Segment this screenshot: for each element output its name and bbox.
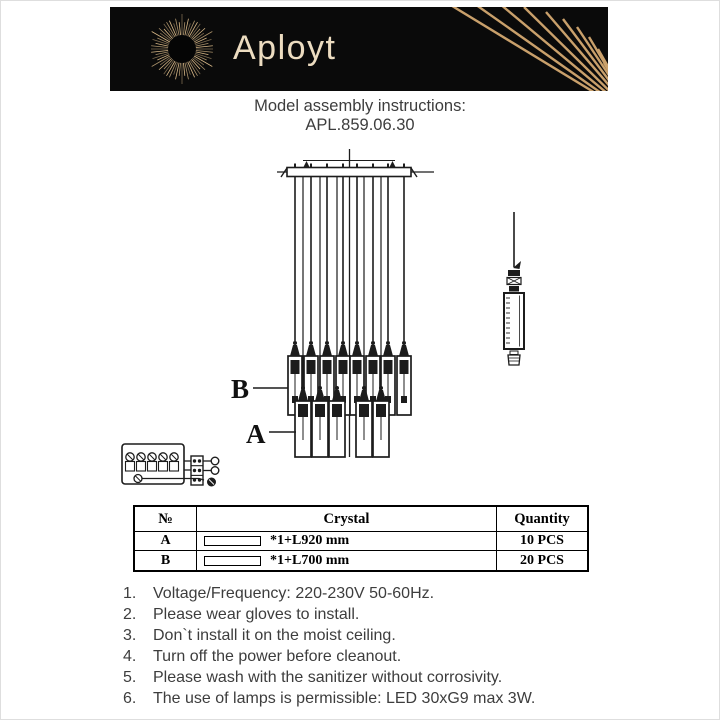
brand-name: Aployt — [233, 29, 337, 67]
cone-connector — [306, 345, 316, 356]
parts-table — [133, 505, 589, 572]
cone-connector — [399, 345, 409, 356]
terminal-body — [126, 462, 135, 472]
terminal-body — [148, 462, 157, 472]
sunburst-core — [169, 36, 196, 63]
ceiling-mount-detail — [122, 444, 219, 486]
item-text: Please wear gloves to install. — [153, 606, 360, 623]
lamp-socket — [376, 404, 386, 417]
item-text: Turn off the power before cleanout. — [153, 648, 402, 665]
instruction-item — [123, 583, 623, 604]
diagram-svg — [0, 140, 720, 504]
label-a: A — [246, 419, 266, 449]
banner-art — [110, 7, 608, 91]
cone-connector — [290, 345, 300, 356]
single-pendant-detail — [504, 212, 524, 365]
label-b: B — [231, 374, 250, 404]
item-text: Don`t install it on the moist ceiling. — [153, 627, 396, 644]
crystal-tube-glyph-icon — [204, 536, 261, 546]
row-a-quantity: 10 PCS — [497, 532, 587, 551]
wire-loop-icon — [211, 467, 219, 475]
g9-bulb-icon — [401, 396, 407, 403]
cone-connector — [368, 345, 378, 356]
lamp-socket — [298, 404, 308, 417]
cone-connector — [338, 345, 348, 356]
instruction-item — [123, 604, 623, 625]
row-b-crystal — [197, 551, 497, 570]
terminal-body — [159, 462, 168, 472]
model-number: APL.859.06.30 — [305, 116, 415, 134]
brand-banner — [110, 7, 608, 91]
lamp-socket — [400, 360, 409, 374]
row-a-crystal — [197, 532, 497, 551]
row-b-no: B — [135, 551, 197, 570]
instruction-item — [123, 667, 623, 688]
cone-connector — [322, 345, 332, 356]
row-b-crystal-text: *1+L700 mm — [270, 552, 350, 568]
wire-loop-icon — [211, 457, 219, 465]
item-text: The use of lamps is permissible: LED 30xG9 max 3W. — [153, 690, 536, 707]
col-header-no: № — [135, 507, 197, 532]
crystal-tube-detail — [504, 293, 524, 349]
dimension-arrow-icon — [390, 161, 396, 167]
row-a-crystal-text: *1+L920 mm — [270, 533, 350, 548]
item-number: 5. — [123, 669, 137, 686]
terminal-body — [137, 462, 146, 472]
item-number: 4. — [123, 648, 137, 665]
instruction-item — [123, 625, 623, 646]
instruction-item — [123, 646, 623, 667]
lamp-socket — [384, 360, 393, 374]
lamp-socket — [359, 404, 369, 417]
lamp-socket — [339, 360, 348, 374]
lamp-socket — [353, 360, 362, 374]
item-number: 2. — [123, 606, 137, 623]
lamp-socket — [315, 404, 325, 417]
decorative-rays-icon — [444, 7, 608, 91]
dimension-arrow-icon — [304, 161, 310, 167]
page-title: Model assembly instructions: — [254, 97, 466, 115]
instruction-list — [123, 583, 623, 709]
col-header-crystal: Crystal — [197, 507, 497, 532]
row-b-quantity: 20 PCS — [520, 552, 564, 568]
item-number: 6. — [123, 690, 137, 707]
lamp-socket — [307, 360, 316, 374]
title-block — [0, 97, 720, 135]
cone-connector — [352, 345, 362, 356]
g9-bulb-icon — [508, 351, 520, 365]
terminal-body — [170, 462, 179, 472]
ceiling-canopy — [287, 168, 411, 177]
cone-connector — [383, 345, 393, 356]
item-text: Voltage/Frequency: 220-230V 50-60Hz. — [153, 585, 435, 602]
col-header-quantity: Quantity — [497, 507, 587, 532]
lamp-socket — [291, 360, 300, 374]
terminal-screws — [126, 453, 179, 471]
lamp-socket — [332, 404, 342, 417]
instruction-item — [123, 688, 623, 709]
chandelier-drawing — [277, 149, 434, 457]
lamp-socket — [323, 360, 332, 374]
lamp-socket — [369, 360, 378, 374]
item-text: Please wash with the sanitizer without corrosivity. — [153, 669, 503, 686]
assembly-diagram — [0, 140, 720, 504]
item-number: 1. — [123, 585, 137, 602]
row-a-no: A — [135, 532, 197, 551]
item-number: 3. — [123, 627, 137, 644]
crystal-tube-glyph-icon — [204, 556, 261, 566]
